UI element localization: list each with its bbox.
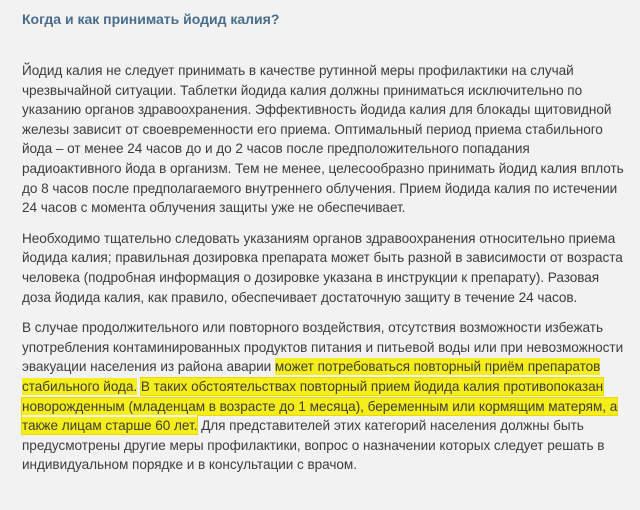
paragraph-3-text-3: Для представителей этих категорий населения должны быть предусмотрены другие меры профилактики, вопрос о назначении которых следует решать в индивидуальном порядке и в консультации с врачом. (22, 418, 605, 473)
paragraph-2: Необходимо тщательно следовать указаниям органов здравоохранения относительно приема йодида калия; правильная дозировка препарата может быть разной в зависимости от возраста человека (подробная информация о дозировке указана в инструкции к препарату). Разовая доза йодида калия, как правило, обеспечивает достаточную защиту в течение 24 часов. (22, 230, 623, 305)
paragraph-3-text-1: В случае продолжительного или повторного воздействия, отсутствия возможности избежать употребления контаминированных продуктов питания и питьевой воды или при невозможности эвакуации населения из района аварии (22, 320, 624, 375)
paragraph-3 (22, 318, 628, 475)
article-title: Когда и как принимать йодид калия? (22, 11, 280, 27)
highlight-repeat-dose: может потребоваться повторный приём препаратов стабильного йода. (22, 359, 601, 394)
paragraph-1: Йодид калия не следует принимать в качестве рутинной меры профилактики на случай чрезвычайной ситуации. Таблетки йодида калия должны приниматься исключительно по указанию органов здравоохранения. Эффективность йодида калия для блокады щитовидной железы зависит от своевременности его приема. Оптимальный период приема стабильного йода – от менее 24 часов до и до 2 часов после предположительного попадания радиоактивного йода в организм. Тем не менее, целесообразно принимать йодид калия вплоть до 8 часов после предполагаемого внутреннего облучения. Прием йодида калия по истечении 24 часов с момента облучения защиты уже не обеспечивает. (22, 63, 624, 216)
highlight-contraindications: В таких обстоятельствах повторный прием йодида калия противопоказан новорожденным (младенцам в возрасте до 1 месяца), беременным или кормящим матерям, а также лицам старше 60 лет. (22, 378, 618, 434)
